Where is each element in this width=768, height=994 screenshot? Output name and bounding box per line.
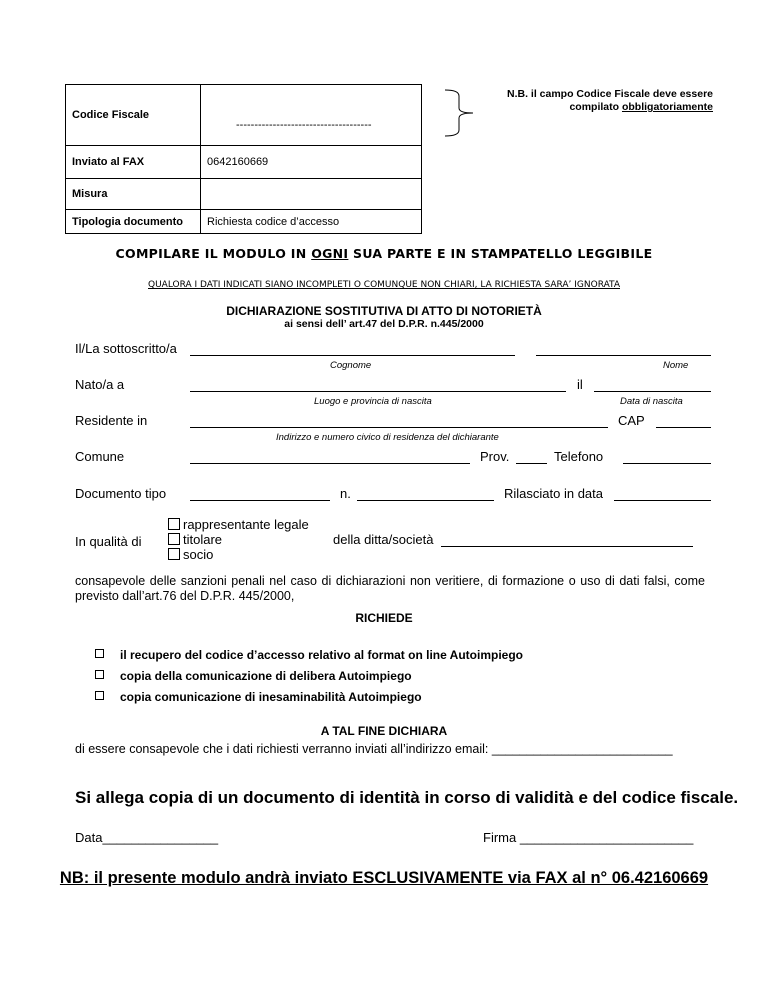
telefono-field[interactable] — [623, 463, 711, 464]
fax-value: 0642160669 — [201, 146, 422, 179]
allega-text: Si allega copia di un documento di identità in corso di validità e del codice fiscale. — [75, 788, 739, 807]
cap-label: CAP — [618, 413, 645, 428]
dichiara-email-text: di essere consapevole che i dati richiesti verranno inviati all’indirizzo email: __________________________ — [75, 742, 673, 756]
sottoscritto-label: Il/La sottoscritto/a — [75, 341, 177, 356]
nato-label: Nato/a a — [75, 377, 125, 392]
tipologia-value: Richiesta codice d’accesso — [201, 210, 422, 234]
codice-fiscale-dashes: ------------------------------------- — [236, 119, 372, 131]
checkbox-icon[interactable] — [95, 691, 104, 700]
dichiarazione-subtitle: ai sensi dell’ art.47 del D.P.R. n.445/2000 — [284, 318, 484, 330]
checkbox-rappresentante[interactable] — [168, 518, 180, 530]
telefono-label: Telefono — [554, 449, 604, 464]
warning-text: QUALORA I DATI INDICATI SIANO INCOMPLETI O COMUNQUE NON CHIARI, LA RICHIESTA SARA’ IGNORATA — [148, 280, 620, 290]
documento-label: Documento tipo — [75, 486, 167, 501]
nb-top-text: N.B. il campo Codice Fiscale deve essere compilato — [506, 88, 713, 113]
header-table — [65, 84, 422, 234]
ditta-label: della ditta/società — [333, 532, 434, 547]
numero-field[interactable] — [357, 500, 494, 501]
nb-top-note — [495, 88, 713, 114]
documento-field[interactable] — [190, 500, 330, 501]
tipologia-label: Tipologia documento — [66, 210, 201, 234]
nb-top-emphasis: obbligatoriamente — [621, 101, 713, 113]
dichiarazione-title: DICHIARAZIONE SOSTITUTIVA DI ATTO DI NOTORIETÀ — [226, 304, 542, 318]
ditta-field[interactable] — [441, 546, 693, 547]
checkbox-titolare[interactable] — [168, 533, 180, 545]
main-title — [0, 246, 768, 261]
request-label: copia della comunicazione di delibera Autoimpiego — [120, 669, 412, 683]
prov-label: Prov. — [480, 449, 510, 464]
residente-label: Residente in — [75, 413, 148, 428]
misura-label: Misura — [66, 179, 201, 210]
cognome-field[interactable] — [190, 355, 515, 356]
data-nascita-field[interactable] — [594, 391, 711, 392]
richiede-title: RICHIEDE — [355, 611, 413, 625]
brace-icon — [443, 88, 483, 138]
cap-field[interactable] — [656, 427, 711, 428]
il-label: il — [577, 377, 583, 392]
request-label: copia comunicazione di inesaminabilità Autoimpiego — [120, 690, 422, 704]
luogo-nascita-caption: Luogo e provincia di nascita — [314, 396, 432, 407]
luogo-nascita-field[interactable] — [190, 391, 566, 392]
codice-fiscale-label: Codice Fiscale — [66, 85, 201, 146]
data-nascita-caption: Data di nascita — [620, 396, 683, 407]
numero-label: n. — [340, 486, 351, 501]
comune-field[interactable] — [190, 463, 470, 464]
request-item-codice[interactable] — [95, 648, 523, 662]
checkbox-icon[interactable] — [95, 670, 104, 679]
cognome-caption: Cognome — [330, 360, 372, 371]
checkbox-socio[interactable] — [168, 548, 180, 560]
option-socio: socio — [183, 547, 214, 562]
comune-label: Comune — [75, 449, 125, 464]
data-label[interactable]: Data________________ — [75, 830, 219, 845]
request-item-inesaminabilita[interactable] — [95, 690, 422, 704]
qualita-label: In qualità di — [75, 534, 142, 549]
title-pre: COMPILARE IL MODULO IN — [115, 246, 312, 261]
prov-field[interactable] — [516, 463, 547, 464]
rilasciato-label: Rilasciato in data — [504, 486, 603, 501]
firma-label[interactable]: Firma ________________________ — [483, 830, 694, 845]
indirizzo-caption: Indirizzo e numero civico di residenza del dichiarante — [276, 432, 499, 443]
sanzioni-paragraph: consapevole delle sanzioni penali nel caso di dichiarazioni non veritiere, di formazione o uso di dati falsi, come previsto dall’art.76 del D.P.R. 445/2000, — [75, 574, 705, 603]
indirizzo-field[interactable] — [190, 427, 608, 428]
fax-label: Inviato al FAX — [66, 146, 201, 179]
request-label: il recupero del codice d’accesso relativo al format on line Autoimpiego — [120, 648, 523, 662]
codice-fiscale-field[interactable] — [201, 85, 422, 146]
request-item-delibera[interactable] — [95, 669, 412, 683]
title-post: SUA PARTE E IN STAMPATELLO LEGGIBILE — [348, 246, 653, 261]
option-rappresentante: rappresentante legale — [183, 517, 309, 532]
nome-caption: Nome — [663, 360, 689, 371]
option-titolare: titolare — [183, 532, 223, 547]
dichiara-title: A TAL FINE DICHIARA — [320, 724, 448, 738]
rilasciato-field[interactable] — [614, 500, 711, 501]
misura-field[interactable] — [201, 179, 422, 210]
title-emph: OGNI — [311, 246, 349, 261]
checkbox-icon[interactable] — [95, 649, 104, 658]
nome-field[interactable] — [536, 355, 711, 356]
nb-bottom-note: NB: il presente modulo andrà inviato ESCLUSIVAMENTE via FAX al n° 06.42160669 — [59, 869, 709, 887]
